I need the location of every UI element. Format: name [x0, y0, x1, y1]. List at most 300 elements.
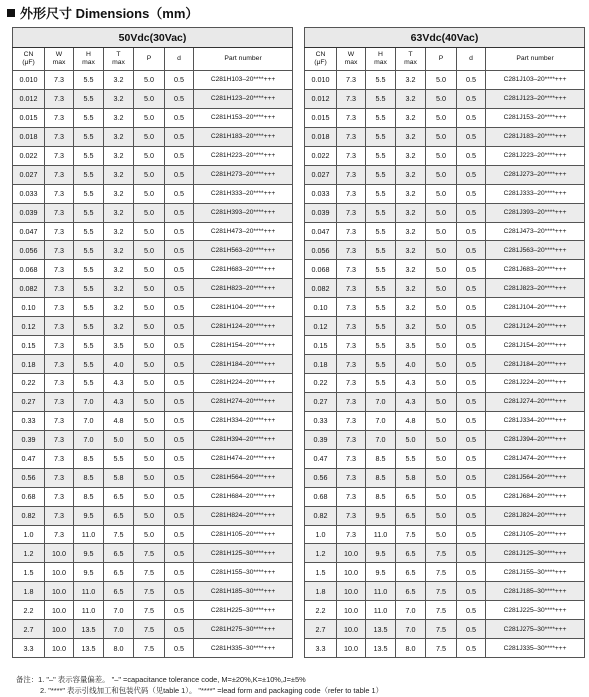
voltage-heading: 50Vdc(30Vac) [13, 28, 293, 48]
cell-part: C281H824–20****+++ [194, 506, 293, 525]
cell-p: 5.0 [134, 108, 165, 127]
col-part-number: Part number [194, 48, 293, 71]
cell-t: 5.5 [104, 449, 134, 468]
cell-part: C281J824–20****+++ [486, 506, 585, 525]
table-row [305, 639, 585, 658]
cell-h: 11.0 [74, 601, 104, 620]
cell-part: C281J684–20****+++ [486, 487, 585, 506]
note-1: 备注：1. "–" 表示容量偏差。 "–" =capacitance tolerance code, M=±20%,K=±10%,J=±5% [16, 675, 306, 684]
cell-t: 7.5 [396, 525, 426, 544]
cell-part: C281H105–20****+++ [194, 525, 293, 544]
cell-cap: 0.010 [13, 71, 45, 90]
cell-p: 5.0 [134, 71, 165, 90]
cell-p: 5.0 [134, 89, 165, 108]
cell-cap: 1.2 [305, 544, 337, 563]
cell-h: 7.0 [74, 392, 104, 411]
cell-part: C281H275–30****+++ [194, 620, 293, 639]
cell-h: 5.5 [366, 260, 396, 279]
cell-h: 13.5 [366, 620, 396, 639]
cell-cap: 1.0 [13, 525, 45, 544]
cell-h: 5.5 [74, 108, 104, 127]
cell-d: 0.5 [165, 336, 194, 355]
cell-p: 5.0 [426, 71, 457, 90]
table-row [13, 89, 293, 108]
cell-w: 7.3 [45, 222, 74, 241]
col-t: T max [104, 48, 134, 71]
cell-d: 0.5 [165, 639, 194, 658]
cell-part: C281H823–20****+++ [194, 279, 293, 298]
cell-cap: 0.39 [305, 430, 337, 449]
cell-t: 6.5 [396, 563, 426, 582]
cell-part: C281H124–20****+++ [194, 317, 293, 336]
cell-w: 7.3 [45, 468, 74, 487]
cell-h: 5.5 [366, 146, 396, 165]
cell-h: 8.5 [366, 487, 396, 506]
cell-cap: 0.068 [305, 260, 337, 279]
cell-d: 0.5 [165, 184, 194, 203]
col-p: P [426, 48, 457, 71]
cell-part: C281H564–20****+++ [194, 468, 293, 487]
cell-p: 7.5 [426, 639, 457, 658]
cell-t: 4.3 [396, 392, 426, 411]
cell-p: 5.0 [134, 336, 165, 355]
cell-d: 0.5 [165, 298, 194, 317]
cell-d: 0.5 [457, 468, 486, 487]
cell-w: 10.0 [337, 563, 366, 582]
cell-part: C281J564–20****+++ [486, 468, 585, 487]
cell-cap: 0.082 [305, 279, 337, 298]
cell-w: 7.3 [45, 108, 74, 127]
cell-h: 9.5 [366, 544, 396, 563]
cell-p: 5.0 [426, 355, 457, 374]
note-2: 2. "****" 表示引线加工和包装代码（见table 1）。 "****" =lead form and packaging code（refer to table 1） [40, 685, 384, 695]
cell-h: 9.5 [74, 506, 104, 525]
table-row [13, 241, 293, 260]
cell-cap: 0.82 [305, 506, 337, 525]
table-row [13, 279, 293, 298]
cell-h: 5.5 [74, 260, 104, 279]
cell-h: 11.0 [74, 582, 104, 601]
cell-t: 5.8 [104, 468, 134, 487]
cell-t: 4.8 [396, 411, 426, 430]
cell-part: C281H473–20****+++ [194, 222, 293, 241]
cell-w: 7.3 [337, 525, 366, 544]
cell-p: 7.5 [134, 620, 165, 639]
table-row [13, 336, 293, 355]
table-row [13, 449, 293, 468]
cell-w: 7.3 [337, 146, 366, 165]
cell-w: 7.3 [45, 71, 74, 90]
cell-p: 7.5 [426, 601, 457, 620]
cell-t: 4.3 [396, 374, 426, 393]
cell-h: 5.5 [366, 71, 396, 90]
cell-p: 5.0 [426, 506, 457, 525]
cell-t: 3.2 [396, 317, 426, 336]
cell-d: 0.5 [457, 411, 486, 430]
cell-part: C281J224–20****+++ [486, 374, 585, 393]
cell-d: 0.5 [165, 165, 194, 184]
cell-part: C281J183–20****+++ [486, 127, 585, 146]
cell-part: C281J393–20****+++ [486, 203, 585, 222]
cell-cap: 1.5 [305, 563, 337, 582]
cell-w: 10.0 [337, 601, 366, 620]
cell-d: 0.5 [457, 241, 486, 260]
col-t: T max [396, 48, 426, 71]
table-row [305, 260, 585, 279]
cell-p: 5.0 [134, 146, 165, 165]
cell-cap: 2.2 [305, 601, 337, 620]
cell-h: 8.5 [74, 487, 104, 506]
cell-h: 5.5 [366, 241, 396, 260]
cell-cap: 0.022 [305, 146, 337, 165]
table-row [13, 468, 293, 487]
table-row [13, 355, 293, 374]
cell-p: 5.0 [134, 374, 165, 393]
cell-t: 4.3 [104, 374, 134, 393]
cell-p: 5.0 [134, 487, 165, 506]
table-row [13, 165, 293, 184]
table-row [305, 544, 585, 563]
cell-h: 5.5 [74, 165, 104, 184]
cell-p: 7.5 [426, 563, 457, 582]
cell-w: 7.3 [45, 336, 74, 355]
table-row [13, 260, 293, 279]
cell-part: C281J184–20****+++ [486, 355, 585, 374]
cell-cap: 0.27 [305, 392, 337, 411]
table-row [13, 317, 293, 336]
cell-w: 7.3 [337, 71, 366, 90]
cell-part: C281H103–20****+++ [194, 71, 293, 90]
cell-t: 3.2 [396, 89, 426, 108]
cell-d: 0.5 [457, 374, 486, 393]
cell-h: 5.5 [366, 89, 396, 108]
cell-p: 5.0 [134, 165, 165, 184]
bullet-square-icon [7, 9, 15, 17]
cell-w: 10.0 [337, 544, 366, 563]
cell-d: 0.5 [165, 317, 194, 336]
cell-w: 7.3 [45, 449, 74, 468]
cell-part: C281H474–20****+++ [194, 449, 293, 468]
cell-t: 6.5 [104, 582, 134, 601]
cell-w: 10.0 [337, 620, 366, 639]
cell-cap: 0.18 [13, 355, 45, 374]
cell-d: 0.5 [457, 260, 486, 279]
voltage-heading: 63Vdc(40Vac) [305, 28, 585, 48]
cell-part: C281H223–20****+++ [194, 146, 293, 165]
cell-p: 5.0 [134, 184, 165, 203]
cell-cap: 0.027 [305, 165, 337, 184]
cell-part: C281H183–20****+++ [194, 127, 293, 146]
cell-cap: 0.39 [13, 430, 45, 449]
cell-t: 3.2 [104, 203, 134, 222]
cell-h: 8.5 [74, 468, 104, 487]
cell-cap: 0.56 [305, 468, 337, 487]
table-row [305, 430, 585, 449]
cell-d: 0.5 [165, 222, 194, 241]
table-row [305, 620, 585, 639]
cell-cap: 0.068 [13, 260, 45, 279]
cell-h: 5.5 [74, 241, 104, 260]
cell-h: 5.5 [74, 222, 104, 241]
cell-t: 4.0 [104, 355, 134, 374]
cell-d: 0.5 [165, 525, 194, 544]
cell-part: C281H155–30****+++ [194, 563, 293, 582]
cell-t: 7.0 [104, 601, 134, 620]
cell-p: 5.0 [426, 260, 457, 279]
cell-t: 6.5 [104, 563, 134, 582]
cell-cap: 0.15 [13, 336, 45, 355]
cell-t: 6.5 [104, 487, 134, 506]
cell-w: 7.3 [337, 468, 366, 487]
table-row [305, 279, 585, 298]
cell-t: 4.3 [104, 392, 134, 411]
cell-h: 13.5 [366, 639, 396, 658]
cell-h: 5.5 [366, 203, 396, 222]
cell-t: 3.2 [104, 89, 134, 108]
cell-part: C281J473–20****+++ [486, 222, 585, 241]
cell-h: 5.5 [366, 374, 396, 393]
cell-w: 7.3 [337, 260, 366, 279]
cell-part: C281J333–20****+++ [486, 184, 585, 203]
table-row [305, 336, 585, 355]
table-row [305, 487, 585, 506]
cell-t: 3.2 [104, 241, 134, 260]
cell-part: C281H335–30****+++ [194, 639, 293, 658]
cell-p: 5.0 [134, 222, 165, 241]
cell-h: 5.5 [366, 127, 396, 146]
cell-w: 7.3 [45, 487, 74, 506]
cell-t: 7.0 [396, 601, 426, 620]
cell-t: 3.2 [396, 203, 426, 222]
cell-t: 3.2 [104, 146, 134, 165]
cell-w: 7.3 [337, 487, 366, 506]
cell-part: C281J103–20****+++ [486, 71, 585, 90]
cell-t: 3.2 [104, 317, 134, 336]
cell-part: C281J275–30****+++ [486, 620, 585, 639]
cell-t: 6.5 [396, 506, 426, 525]
cell-p: 5.0 [426, 222, 457, 241]
cell-d: 0.5 [457, 184, 486, 203]
cell-w: 7.3 [45, 146, 74, 165]
table-row [305, 563, 585, 582]
cell-d: 0.5 [165, 279, 194, 298]
cell-d: 0.5 [165, 108, 194, 127]
cell-cap: 0.056 [305, 241, 337, 260]
cell-h: 11.0 [366, 601, 396, 620]
cell-w: 10.0 [45, 544, 74, 563]
cell-cap: 0.033 [13, 184, 45, 203]
col-capacitance: CN (μF) [13, 48, 45, 71]
cell-w: 7.3 [337, 222, 366, 241]
cell-h: 5.5 [366, 165, 396, 184]
cell-t: 3.2 [396, 279, 426, 298]
cell-t: 8.0 [396, 639, 426, 658]
cell-h: 8.5 [74, 449, 104, 468]
cell-cap: 0.47 [13, 449, 45, 468]
cell-p: 7.5 [426, 582, 457, 601]
cell-cap: 0.012 [13, 89, 45, 108]
cell-part: C281J474–20****+++ [486, 449, 585, 468]
cell-part: C281H683–20****+++ [194, 260, 293, 279]
cell-t: 7.0 [104, 620, 134, 639]
table-row [13, 506, 293, 525]
cell-part: C281J683–20****+++ [486, 260, 585, 279]
table-row [13, 298, 293, 317]
cell-p: 5.0 [426, 108, 457, 127]
cell-w: 7.3 [45, 203, 74, 222]
cell-h: 11.0 [366, 525, 396, 544]
cell-h: 9.5 [74, 563, 104, 582]
cell-cap: 1.0 [305, 525, 337, 544]
cell-h: 11.0 [74, 525, 104, 544]
cell-p: 5.0 [426, 487, 457, 506]
cell-part: C281H184–20****+++ [194, 355, 293, 374]
cell-part: C281H333–20****+++ [194, 184, 293, 203]
cell-p: 7.5 [134, 601, 165, 620]
table-row [13, 525, 293, 544]
cell-cap: 0.039 [305, 203, 337, 222]
cell-part: C281J223–20****+++ [486, 146, 585, 165]
cell-d: 0.5 [165, 374, 194, 393]
cell-w: 7.3 [337, 374, 366, 393]
table-row [305, 222, 585, 241]
cell-h: 5.5 [74, 89, 104, 108]
cell-part: C281H334–20****+++ [194, 411, 293, 430]
cell-w: 7.3 [337, 355, 366, 374]
cell-d: 0.5 [457, 165, 486, 184]
cell-h: 5.5 [366, 279, 396, 298]
cell-p: 5.0 [426, 411, 457, 430]
table-row [13, 374, 293, 393]
cell-w: 7.3 [337, 336, 366, 355]
footnotes [16, 675, 383, 696]
cell-part: C281J124–20****+++ [486, 317, 585, 336]
cell-p: 5.0 [134, 127, 165, 146]
table-row [305, 468, 585, 487]
cell-h: 5.5 [74, 71, 104, 90]
cell-d: 0.5 [165, 127, 194, 146]
cell-part: C281H684–20****+++ [194, 487, 293, 506]
cell-w: 7.3 [337, 430, 366, 449]
table-row [305, 127, 585, 146]
cell-w: 7.3 [337, 184, 366, 203]
cell-h: 5.5 [74, 127, 104, 146]
cell-cap: 0.018 [13, 127, 45, 146]
cell-h: 5.5 [366, 222, 396, 241]
cell-d: 0.5 [457, 563, 486, 582]
cell-p: 5.0 [134, 260, 165, 279]
cell-t: 7.0 [396, 620, 426, 639]
cell-w: 7.3 [337, 411, 366, 430]
cell-part: C281J823–20****+++ [486, 279, 585, 298]
cell-d: 0.5 [457, 89, 486, 108]
cell-w: 7.3 [45, 298, 74, 317]
cell-t: 6.5 [396, 544, 426, 563]
cell-part: C281H225–30****+++ [194, 601, 293, 620]
cell-h: 5.5 [366, 184, 396, 203]
cell-p: 5.0 [426, 241, 457, 260]
cell-h: 5.5 [366, 355, 396, 374]
cell-p: 5.0 [134, 279, 165, 298]
cell-t: 7.5 [104, 525, 134, 544]
cell-part: C281H104–20****+++ [194, 298, 293, 317]
cell-cap: 0.68 [13, 487, 45, 506]
cell-w: 7.3 [337, 89, 366, 108]
cell-t: 3.2 [104, 165, 134, 184]
cell-cap: 3.3 [13, 639, 45, 658]
cell-t: 3.2 [104, 184, 134, 203]
cell-t: 3.2 [104, 260, 134, 279]
cell-d: 0.5 [457, 639, 486, 658]
col-p: P [134, 48, 165, 71]
cell-h: 5.5 [74, 146, 104, 165]
cell-p: 5.0 [134, 468, 165, 487]
cell-t: 5.5 [396, 449, 426, 468]
cell-cap: 0.33 [13, 411, 45, 430]
cell-p: 5.0 [426, 430, 457, 449]
cell-cap: 1.2 [13, 544, 45, 563]
cell-d: 0.5 [457, 392, 486, 411]
cell-d: 0.5 [457, 336, 486, 355]
table-row [305, 241, 585, 260]
cell-t: 3.2 [104, 71, 134, 90]
table-row [305, 449, 585, 468]
cell-cap: 0.47 [305, 449, 337, 468]
table-row [13, 184, 293, 203]
section-title [7, 3, 198, 22]
cell-w: 7.3 [45, 241, 74, 260]
table-row [305, 317, 585, 336]
cell-p: 7.5 [426, 620, 457, 639]
cell-h: 5.5 [366, 298, 396, 317]
table-row [305, 411, 585, 430]
cell-t: 4.0 [396, 355, 426, 374]
cell-p: 5.0 [134, 241, 165, 260]
table-row [13, 601, 293, 620]
cell-w: 7.3 [45, 127, 74, 146]
table-row [13, 222, 293, 241]
cell-cap: 0.18 [305, 355, 337, 374]
cell-part: C281H274–20****+++ [194, 392, 293, 411]
cell-part: C281H185–30****+++ [194, 582, 293, 601]
col-d: d [165, 48, 194, 71]
cell-w: 10.0 [337, 582, 366, 601]
cell-d: 0.5 [165, 241, 194, 260]
table-row [305, 165, 585, 184]
table-row [13, 582, 293, 601]
cell-p: 7.5 [134, 639, 165, 658]
cell-cap: 0.27 [13, 392, 45, 411]
cell-p: 7.5 [134, 582, 165, 601]
cell-part: C281J153–20****+++ [486, 108, 585, 127]
cell-part: C281J125–30****+++ [486, 544, 585, 563]
cell-w: 7.3 [337, 241, 366, 260]
cell-t: 6.5 [396, 487, 426, 506]
table-row [13, 127, 293, 146]
table-row [305, 108, 585, 127]
cell-t: 3.5 [396, 336, 426, 355]
cell-h: 9.5 [74, 544, 104, 563]
cell-h: 13.5 [74, 639, 104, 658]
cell-h: 8.5 [366, 449, 396, 468]
cell-t: 3.2 [104, 222, 134, 241]
cell-t: 3.2 [396, 184, 426, 203]
cell-part: C281J335–30****+++ [486, 639, 585, 658]
table-row [305, 146, 585, 165]
cell-d: 0.5 [457, 487, 486, 506]
cell-d: 0.5 [457, 430, 486, 449]
cell-h: 5.5 [74, 203, 104, 222]
